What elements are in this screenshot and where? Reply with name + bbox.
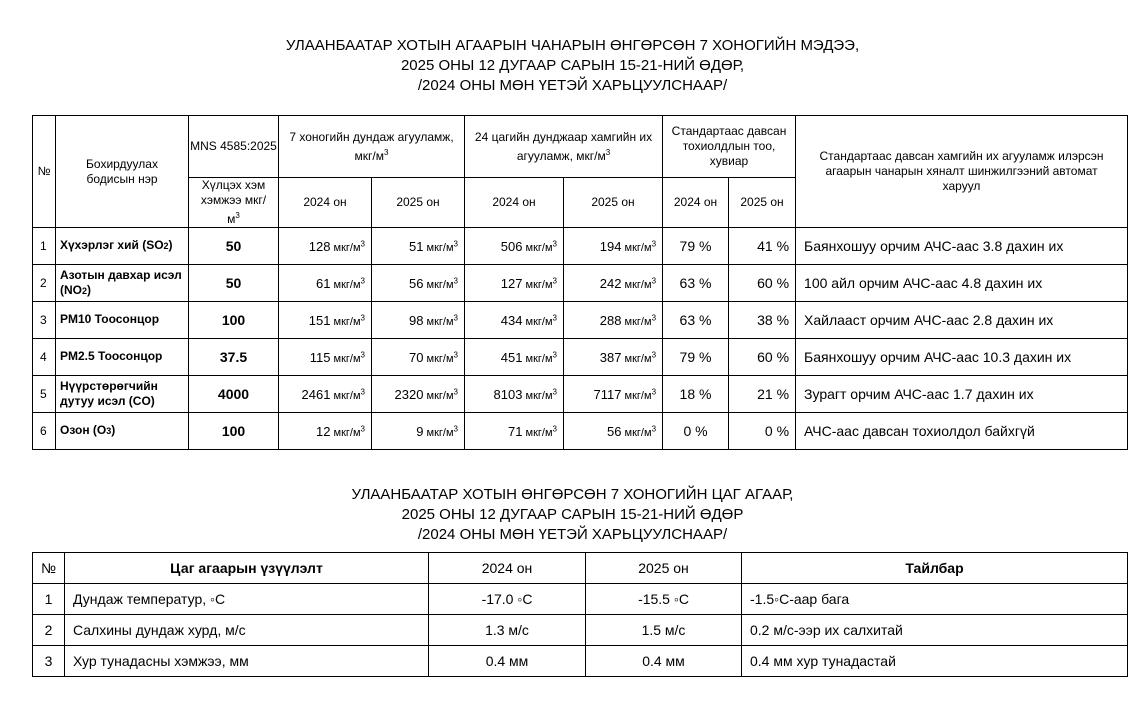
max-2024: 451 мкг/$м^3$ bbox=[465, 339, 564, 376]
table-row bbox=[33, 646, 1128, 677]
pollutant-name: PM10 Тоосонцор bbox=[56, 302, 189, 339]
standard-value: 4000 bbox=[189, 376, 279, 413]
pollutant-name: Нүүрстөрөгчийн дутуу исэл (CO) bbox=[56, 376, 189, 413]
standard-value: 50 bbox=[189, 265, 279, 302]
max-2025: 56 мкг/$м^3$ bbox=[564, 413, 663, 450]
weather-indicator: Дундаж температур, ◦С bbox=[65, 584, 429, 615]
header-comment: Стандартаас давсан хамгийн их агууламж илэрсэн агаарын чанарын хяналт шинжилгээний автомат харуул bbox=[796, 116, 1128, 228]
exceed-2024: 63 % bbox=[663, 265, 729, 302]
exceed-2025: 60 % bbox=[729, 339, 796, 376]
air-quality-title-line3: /2024 ОНЫ МӨН ҮЕТЭЙ ХАРЬЦУУЛСНААР/ bbox=[417, 77, 728, 94]
avg-2024: 12 мкг/$м^3$ bbox=[279, 413, 372, 450]
avg-2025: 51 мкг/$м^3$ bbox=[372, 228, 465, 265]
pollutant-name: Хүхэрлэг хий (SO2) bbox=[56, 228, 189, 265]
avg-2024: 128 мкг/$м^3$ bbox=[279, 228, 372, 265]
header-pollutant: Бохирдуулах бодисын нэр bbox=[56, 116, 189, 228]
header-max-2025: 2025 он bbox=[564, 178, 663, 228]
table-row bbox=[33, 413, 1128, 450]
weather-indicator: Салхины дундаж хурд, м/с bbox=[65, 615, 429, 646]
avg-2025: 70 мкг/$м^3$ bbox=[372, 339, 465, 376]
station-comment: 100 айл орчим АЧС-аас 4.8 дахин их bbox=[796, 265, 1128, 302]
row-number: 4 bbox=[33, 339, 56, 376]
avg-2024: 151 мкг/$м^3$ bbox=[279, 302, 372, 339]
exceed-2025: 41 % bbox=[729, 228, 796, 265]
max-2025: 387 мкг/$м^3$ bbox=[564, 339, 663, 376]
table-row bbox=[33, 584, 1128, 615]
header-max24: 24 цагийн дунджаар хамгийн их агууламж, мкг/$м^3$ bbox=[465, 116, 663, 178]
avg-2025: 98 мкг/$м^3$ bbox=[372, 302, 465, 339]
row-number: 6 bbox=[33, 413, 56, 450]
table-row bbox=[33, 376, 1128, 413]
avg-2024: 115 мкг/$м^3$ bbox=[279, 339, 372, 376]
weather-value-2024: -17.0 ◦С bbox=[429, 584, 586, 615]
header-standard: MNS 4585:2025 bbox=[189, 116, 279, 178]
avg-2024: 61 мкг/$м^3$ bbox=[279, 265, 372, 302]
weather-title bbox=[0, 485, 1145, 545]
standard-value: 100 bbox=[189, 413, 279, 450]
air-quality-title-line2: 2025 ОНЫ 12 ДУГААР САРЫН 15-21-НИЙ ӨДӨР, bbox=[400, 57, 745, 74]
exceed-2025: 60 % bbox=[729, 265, 796, 302]
header-exceed: Стандартаас давсан тохиолдлын тоо, хувиар bbox=[663, 116, 796, 178]
weather-value-2024: 0.4 мм bbox=[429, 646, 586, 677]
exceed-2024: 63 % bbox=[663, 302, 729, 339]
exceed-2025: 38 % bbox=[729, 302, 796, 339]
max-2024: 8103 мкг/$м^3$ bbox=[465, 376, 564, 413]
weather-value-2025: -15.5 ◦С bbox=[586, 584, 742, 615]
header-exceed-2024: 2024 он bbox=[663, 178, 729, 228]
row-number: 3 bbox=[33, 302, 56, 339]
max-2024: 71 мкг/$м^3$ bbox=[465, 413, 564, 450]
weather-title-line1: УЛААНБААТАР ХОТЫН ӨНГӨРСӨН 7 ХОНОГИЙН ЦАГ АГААР, bbox=[351, 486, 794, 503]
exceed-2025: 21 % bbox=[729, 376, 796, 413]
max-2025: 242 мкг/$м^3$ bbox=[564, 265, 663, 302]
row-number: 1 bbox=[33, 228, 56, 265]
station-comment: АЧС-аас давсан тохиолдол байхгүй bbox=[796, 413, 1128, 450]
header-avg-2024: 2024 он bbox=[279, 178, 372, 228]
avg-2024: 2461 мкг/$м^3$ bbox=[279, 376, 372, 413]
max-2025: 194 мкг/$м^3$ bbox=[564, 228, 663, 265]
weather-header-no: № bbox=[33, 553, 65, 584]
weather-row-number: 2 bbox=[33, 615, 65, 646]
pollutant-name: Азотын давхар исэл (NO2) bbox=[56, 265, 189, 302]
avg-2025: 2320 мкг/$м^3$ bbox=[372, 376, 465, 413]
station-comment: Баянхошуу орчим АЧС-аас 10.3 дахин их bbox=[796, 339, 1128, 376]
header-max-2024: 2024 он bbox=[465, 178, 564, 228]
exceed-2025: 0 % bbox=[729, 413, 796, 450]
exceed-2024: 79 % bbox=[663, 339, 729, 376]
exceed-2024: 79 % bbox=[663, 228, 729, 265]
table-row bbox=[33, 339, 1128, 376]
weather-note: -1.5◦С-аар бага bbox=[742, 584, 1128, 615]
row-number: 2 bbox=[33, 265, 56, 302]
station-comment: Хайлааст орчим АЧС-аас 2.8 дахин их bbox=[796, 302, 1128, 339]
air-quality-title-line1: УЛААНБААТАР ХОТЫН АГААРЫН ЧАНАРЫН ӨНГӨРСӨН 7 ХОНОГИЙН МЭДЭЭ, bbox=[285, 37, 860, 54]
row-number: 5 bbox=[33, 376, 56, 413]
weather-header-indicator: Цаг агаарын үзүүлэлт bbox=[65, 553, 429, 584]
weather-value-2025: 1.5 м/с bbox=[586, 615, 742, 646]
avg-2025: 9 мкг/$м^3$ bbox=[372, 413, 465, 450]
exceed-2024: 18 % bbox=[663, 376, 729, 413]
header-exceed-2025: 2025 он bbox=[729, 178, 796, 228]
max-2024: 506 мкг/$м^3$ bbox=[465, 228, 564, 265]
header-no: № bbox=[33, 116, 56, 228]
air-quality-table bbox=[32, 115, 1128, 450]
standard-value: 37.5 bbox=[189, 339, 279, 376]
table-row bbox=[33, 302, 1128, 339]
standard-value: 100 bbox=[189, 302, 279, 339]
weather-indicator: Хур тунадасны хэмжээ, мм bbox=[65, 646, 429, 677]
max-2025: 7117 мкг/$м^3$ bbox=[564, 376, 663, 413]
weather-value-2024: 1.3 м/с bbox=[429, 615, 586, 646]
table-row bbox=[33, 228, 1128, 265]
station-comment: Баянхошуу орчим АЧС-аас 3.8 дахин их bbox=[796, 228, 1128, 265]
weather-header-2025: 2025 он bbox=[586, 553, 742, 584]
table-row bbox=[33, 615, 1128, 646]
pollutant-name: PM2.5 Тоосонцор bbox=[56, 339, 189, 376]
weather-title-line2: 2025 ОНЫ 12 ДУГААР САРЫН 15-21-НИЙ ӨДӨР bbox=[401, 506, 744, 523]
header-avg7: 7 хоногийн дундаж агууламж, мкг/$м^3$ bbox=[279, 116, 465, 178]
air-quality-title bbox=[0, 36, 1145, 96]
weather-row-number: 1 bbox=[33, 584, 65, 615]
pollutant-name: Озон (O3) bbox=[56, 413, 189, 450]
header-avg-2025: 2025 он bbox=[372, 178, 465, 228]
avg-2025: 56 мкг/$м^3$ bbox=[372, 265, 465, 302]
max-2025: 288 мкг/$м^3$ bbox=[564, 302, 663, 339]
exceed-2024: 0 % bbox=[663, 413, 729, 450]
weather-table bbox=[32, 552, 1128, 677]
table-row bbox=[33, 265, 1128, 302]
station-comment: Зурагт орчим АЧС-аас 1.7 дахин их bbox=[796, 376, 1128, 413]
weather-note: 0.4 мм хур тунадастай bbox=[742, 646, 1128, 677]
max-2024: 127 мкг/$м^3$ bbox=[465, 265, 564, 302]
weather-note: 0.2 м/с-ээр их салхитай bbox=[742, 615, 1128, 646]
weather-title-line3: /2024 ОНЫ МӨН ҮЕТЭЙ ХАРЬЦУУЛСНААР/ bbox=[417, 526, 728, 543]
weather-header-2024: 2024 он bbox=[429, 553, 586, 584]
standard-value: 50 bbox=[189, 228, 279, 265]
header-standard-sub: Хүлцэх хэм хэмжээ мкг/$м^3$ bbox=[189, 178, 279, 228]
weather-value-2025: 0.4 мм bbox=[586, 646, 742, 677]
max-2024: 434 мкг/$м^3$ bbox=[465, 302, 564, 339]
weather-header-note: Тайлбар bbox=[742, 553, 1128, 584]
weather-row-number: 3 bbox=[33, 646, 65, 677]
